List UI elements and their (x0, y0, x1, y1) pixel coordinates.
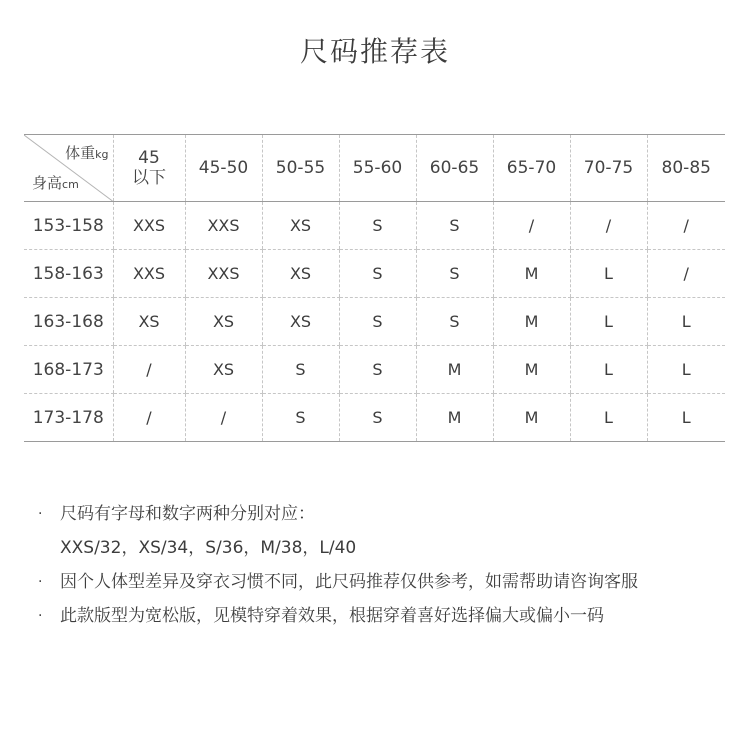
weight-column-header: 55-60 (339, 135, 416, 202)
size-cell: L (570, 346, 647, 394)
size-cell: M (493, 346, 570, 394)
table-row (24, 298, 725, 346)
size-cell: XS (262, 298, 339, 346)
note-subtext: XXS/32，XS/34，S/36，M/38，L/40 (60, 538, 357, 558)
size-cell: S (339, 298, 416, 346)
size-cell: / (647, 250, 725, 298)
size-cell: L (570, 298, 647, 346)
bullet-dot-icon: · (38, 574, 43, 590)
table-row (24, 346, 725, 394)
size-cell: S (339, 250, 416, 298)
weight-column-header: 50-55 (262, 135, 339, 202)
height-range-cell: 153-158 (24, 202, 113, 250)
size-cell: / (113, 394, 185, 442)
height-range-cell: 163-168 (24, 298, 113, 346)
size-cell: / (647, 202, 725, 250)
size-chart-table (24, 134, 725, 442)
header-row (24, 135, 725, 202)
bullet-dot-icon: · (38, 608, 43, 624)
size-cell: XS (185, 298, 262, 346)
height-range-cell: 158-163 (24, 250, 113, 298)
size-cell: XS (262, 250, 339, 298)
weight-column-header: 45-50 (185, 135, 262, 202)
size-cell: XS (262, 202, 339, 250)
size-cell: L (647, 346, 725, 394)
height-range-cell: 173-178 (24, 394, 113, 442)
size-cell: L (647, 298, 725, 346)
size-cell: XXS (113, 202, 185, 250)
weight-axis-label: 体重kg (65, 144, 109, 162)
bullet-dot-icon: · (38, 506, 43, 522)
size-cell: M (416, 394, 493, 442)
size-cell: XXS (113, 250, 185, 298)
size-cell: S (416, 250, 493, 298)
size-cell: S (416, 202, 493, 250)
corner-header-cell (24, 135, 113, 202)
size-cell: XS (113, 298, 185, 346)
note-item (38, 497, 728, 531)
height-axis-label: 身高cm (32, 174, 79, 192)
size-cell: / (493, 202, 570, 250)
size-cell: / (570, 202, 647, 250)
size-cell: S (339, 394, 416, 442)
note-text: 此款版型为宽松版，见模特穿着效果，根据穿着喜好选择偏大或偏小一码 (60, 606, 604, 626)
size-cell: L (570, 250, 647, 298)
note-text: 因个人体型差异及穿衣习惯不同，此尺码推荐仅供参考，如需帮助请咨询客服 (60, 572, 638, 592)
size-cell: S (339, 346, 416, 394)
size-notes (38, 497, 728, 633)
weight-column-header: 80-85 (647, 135, 725, 202)
size-cell: XS (185, 346, 262, 394)
note-item (38, 599, 728, 633)
size-cell: / (113, 346, 185, 394)
size-cell: M (493, 298, 570, 346)
size-cell: M (416, 346, 493, 394)
size-cell: S (262, 394, 339, 442)
size-cell: S (339, 202, 416, 250)
page-title: 尺码推荐表 (299, 35, 450, 68)
height-range-cell: 168-173 (24, 346, 113, 394)
note-text: 尺码有字母和数字两种分别对应： (60, 504, 315, 524)
size-cell: L (570, 394, 647, 442)
table-row (24, 394, 725, 442)
size-cell: S (262, 346, 339, 394)
size-cell: L (647, 394, 725, 442)
table-row (24, 202, 725, 250)
size-cell: S (416, 298, 493, 346)
weight-column-header: 65-70 (493, 135, 570, 202)
size-cell: M (493, 250, 570, 298)
size-cell: XXS (185, 202, 262, 250)
table-row (24, 250, 725, 298)
size-cell: / (185, 394, 262, 442)
weight-column-header: 60-65 (416, 135, 493, 202)
size-cell: M (493, 394, 570, 442)
weight-column-header: 45 以下 (113, 135, 185, 202)
weight-column-header: 70-75 (570, 135, 647, 202)
size-cell: XXS (185, 250, 262, 298)
note-item (38, 565, 728, 599)
